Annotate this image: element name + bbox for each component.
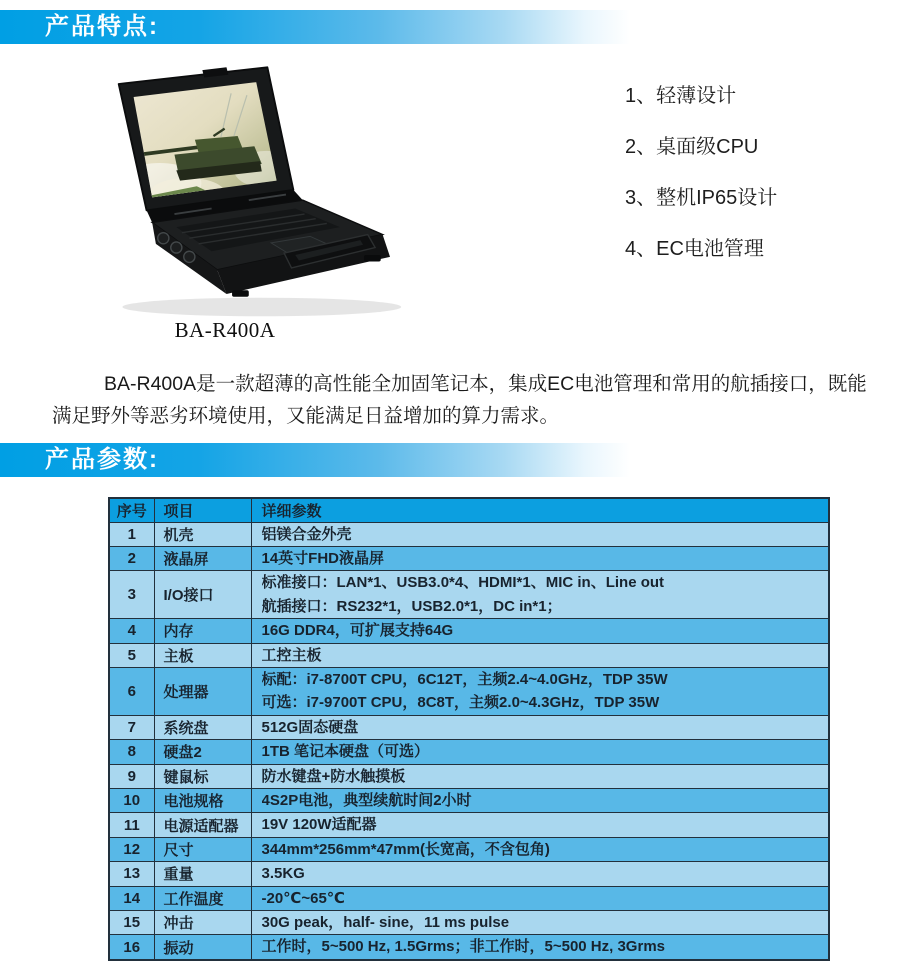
spec-row-item: 机壳 — [154, 522, 251, 546]
spec-row-number: 16 — [109, 935, 154, 960]
feature-item: 3、整机IP65设计 — [625, 187, 778, 209]
spec-row-number: 2 — [109, 546, 154, 570]
spec-row — [109, 935, 829, 960]
spec-row-item: 电源适配器 — [154, 813, 251, 837]
spec-detail-line: 3.5KG — [261, 865, 305, 883]
spec-row-item: 内存 — [154, 619, 251, 643]
laptop-port-connector — [184, 251, 195, 262]
spec-row-item: 电池规格 — [154, 788, 251, 812]
spec-row-details — [251, 813, 829, 837]
feature-list — [625, 84, 777, 288]
spec-row-details — [251, 862, 829, 886]
spec-row — [109, 813, 829, 837]
spec-row-details — [251, 886, 829, 910]
params-section-title: 产品参数: — [45, 446, 159, 473]
features-section-header — [0, 10, 900, 44]
spec-header-row — [109, 498, 829, 522]
spec-row-details — [251, 935, 829, 960]
spec-row-number: 15 — [109, 911, 154, 935]
spec-row — [109, 571, 829, 619]
spec-table-body — [109, 522, 829, 960]
spec-row-details — [251, 643, 829, 667]
spec-row — [109, 837, 829, 861]
params-section-header — [0, 443, 900, 477]
spec-row — [109, 522, 829, 546]
spec-detail-line: 工控主板 — [261, 646, 322, 664]
spec-detail-line: 14英寸FHD液晶屏 — [261, 549, 385, 567]
features-section-title: 产品特点: — [45, 13, 159, 40]
spec-detail-line: 4S2P电池，典型续航时间2小时 — [261, 791, 472, 809]
spec-row-number: 11 — [109, 813, 154, 837]
spec-row-number: 9 — [109, 764, 154, 788]
spec-row-number: 12 — [109, 837, 154, 861]
spec-row-details — [251, 546, 829, 570]
spec-row-number: 6 — [109, 667, 154, 715]
product-description: BA-R400A是一款超薄的高性能全加固笔记本，集成EC电池管理和常用的航插接口，既能满足野外等恶劣环境使用，又能满足日益增加的算力需求。 — [52, 373, 867, 427]
spec-detail-line: 512G固态硬盘 — [261, 718, 359, 736]
spec-row — [109, 911, 829, 935]
spec-row-number: 7 — [109, 715, 154, 739]
spec-row — [109, 740, 829, 764]
spec-row-details — [251, 522, 829, 546]
spec-row-number: 3 — [109, 571, 154, 619]
spec-row-details — [251, 911, 829, 935]
spec-row — [109, 715, 829, 739]
spec-row — [109, 788, 829, 812]
spec-detail-line: 19V 120W适配器 — [261, 816, 377, 834]
col-header-details: 详细参数 — [251, 498, 829, 522]
spec-row-details — [251, 764, 829, 788]
spec-row-details — [251, 571, 829, 619]
product-model-caption: BA-R400A — [174, 318, 276, 342]
spec-table — [108, 497, 830, 961]
spec-row-item: 系统盘 — [154, 715, 251, 739]
spec-detail-line: 标配：i7-8700T CPU，6C12T，主频2.4~4.0GHz，TDP 35W — [261, 670, 668, 688]
spec-row-item: 振动 — [154, 935, 251, 960]
spec-detail-line: 16G DDR4，可扩展支持64G — [261, 622, 454, 640]
spec-row — [109, 764, 829, 788]
spec-row-number: 10 — [109, 788, 154, 812]
spec-row-item: I/O接口 — [154, 571, 251, 619]
spec-detail-line: 防水键盘+防水触摸板 — [261, 767, 406, 785]
spec-row-details — [251, 619, 829, 643]
feature-item: 4、EC电池管理 — [625, 238, 764, 260]
product-photo-laptop — [85, 58, 420, 320]
spec-row-details — [251, 740, 829, 764]
spec-detail-line: 标准接口：LAN*1、USB3.0*4、HDMI*1、MIC in、Line out — [261, 574, 665, 592]
spec-row — [109, 546, 829, 570]
spec-table-head — [109, 498, 829, 522]
spec-row-number: 1 — [109, 522, 154, 546]
spec-detail-line: 可选：i7-9700T CPU，8C8T，主频2.0~4.3GHz，TDP 35W — [261, 694, 660, 712]
spec-row — [109, 643, 829, 667]
laptop-foot — [364, 255, 381, 262]
spec-row-details — [251, 715, 829, 739]
spec-row-number: 5 — [109, 643, 154, 667]
spec-row — [109, 886, 829, 910]
spec-detail-line: 航插接口：RS232*1，USB2.0*1，DC in*1； — [261, 597, 562, 615]
spec-detail-line: 铝镁合金外壳 — [261, 525, 352, 543]
spec-detail-line: 1TB 笔记本硬盘（可选） — [261, 743, 430, 761]
spec-row-item: 液晶屏 — [154, 546, 251, 570]
spec-row — [109, 619, 829, 643]
spec-row — [109, 862, 829, 886]
spec-row-item: 键鼠标 — [154, 764, 251, 788]
spec-detail-line: 工作时，5~500 Hz, 1.5Grms；非工作时，5~500 Hz, 3Grms — [261, 938, 665, 956]
spec-row-number: 13 — [109, 862, 154, 886]
feature-item: 1、轻薄设计 — [625, 85, 737, 107]
spec-detail-line: -20℃~65℃ — [261, 889, 345, 907]
spec-row-item: 重量 — [154, 862, 251, 886]
spec-detail-line: 344mm*256mm*47mm(长宽高，不含包角) — [261, 840, 550, 858]
laptop-illustration — [85, 58, 420, 320]
spec-row-details — [251, 667, 829, 715]
col-header-number: 序号 — [109, 498, 154, 522]
spec-row — [109, 667, 829, 715]
spec-row-item: 处理器 — [154, 667, 251, 715]
spec-row-item: 硬盘2 — [154, 740, 251, 764]
col-header-item: 项目 — [154, 498, 251, 522]
laptop-port-connector — [171, 242, 182, 253]
spec-row-item: 主板 — [154, 643, 251, 667]
spec-row-details — [251, 788, 829, 812]
laptop-shadow — [122, 298, 401, 317]
spec-row-item: 工作温度 — [154, 886, 251, 910]
spec-row-number: 14 — [109, 886, 154, 910]
spec-row-item: 冲击 — [154, 911, 251, 935]
feature-item: 2、桌面级CPU — [625, 136, 759, 158]
spec-detail-line: 30G peak，half- sine，11 ms pulse — [261, 914, 510, 931]
spec-row-item: 尺寸 — [154, 837, 251, 861]
spec-row-number: 4 — [109, 619, 154, 643]
spec-row-details — [251, 837, 829, 861]
laptop-port-connector — [158, 233, 169, 244]
laptop-foot — [232, 290, 249, 297]
spec-row-number: 8 — [109, 740, 154, 764]
